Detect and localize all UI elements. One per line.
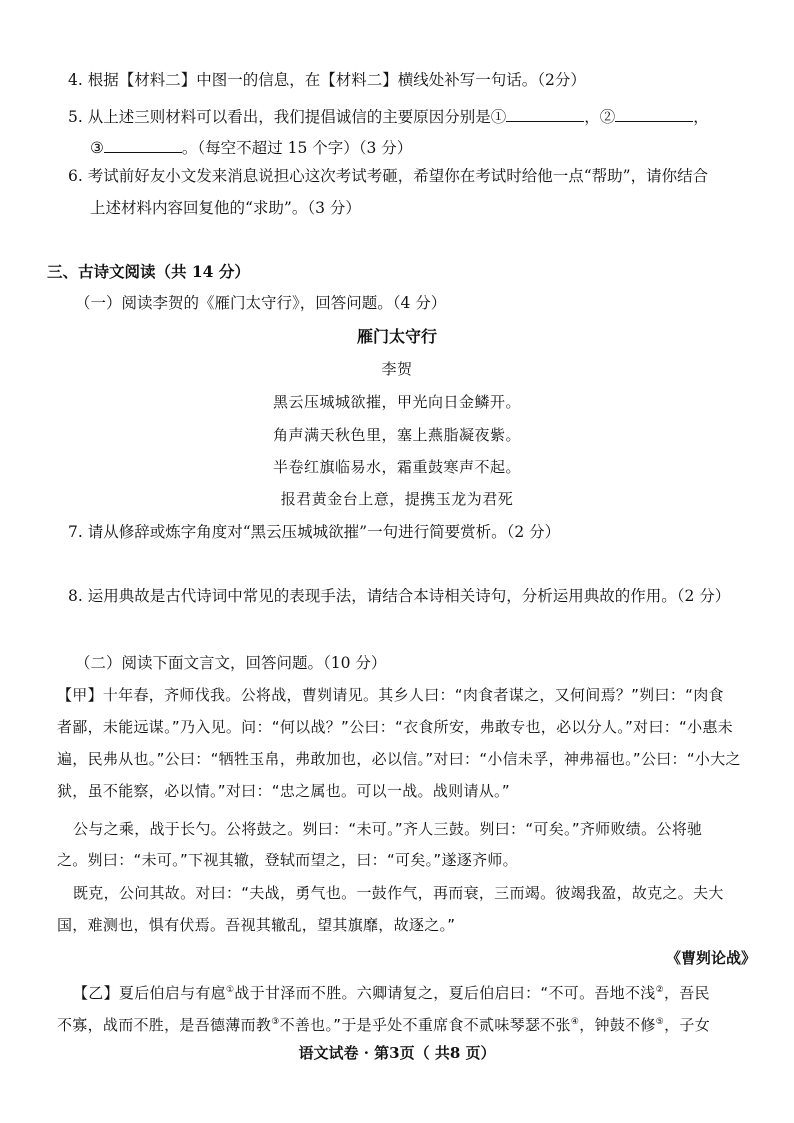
question-5-line-2: ③ 。（每空不超过 15 个字）（3 分）	[90, 139, 413, 157]
question-5-text: 5. 从上述三则材料可以看出，我们提倡诚信的主要原因分别是①	[68, 108, 507, 126]
question-8: 8. 运用典故是古代诗词中常见的表现手法，请结合本诗相关诗句，分析运用典故的作用。（2 分）	[68, 587, 731, 605]
poem-line: 黑云压城城欲摧，甲光向日金鳞开。	[272, 393, 521, 411]
footnote-marker: ⑤	[655, 1017, 665, 1027]
passage-jia-line: 狱，虽不能察，必以情。”对曰：“忠之属也。可以一战。战则请从。”	[57, 782, 510, 800]
answer-blank-3[interactable]	[104, 138, 182, 153]
passage-jia-line: 之。刿曰：“未可。”下视其辙，登轼而望之，曰：“可矣。”遂逐齐师。	[57, 851, 518, 869]
question-5-line-1: 5. 从上述三则材料可以看出，我们提倡诚信的主要原因分别是① ，② ，	[68, 108, 709, 126]
poem-line: 半卷红旗临易水，霜重鼓寒声不起。	[272, 458, 521, 476]
question-7: 7. 请从修辞或炼字角度对“黑云压城城欲摧”一句进行简要赏析。（2 分）	[68, 523, 561, 541]
passage-jia-line: 者鄙，未能远谋。”乃入见。问：“何以战？”公曰：“衣食所安，弗敢专也，必以分人。”对曰：“小惠未	[57, 718, 734, 736]
passage-jia-line: 遍，民弗从也。”公曰：“牺牲玉帛，弗敢加也，必以信。”对曰：“小信未孚，神弗福也。”公曰：“小大之	[57, 750, 741, 768]
passage-yi-line-2: 不寡，战而不胜，是吾德薄而教③不善也。”于是乎处不重席食不贰味琴瑟不张④，钟鼓不修⑤，子女	[57, 1016, 711, 1034]
passage-yi-line-1: 【乙】夏后伯启与有扈①战于甘泽而不胜。六卿请复之，夏后伯启曰：“不可。吾地不浅②，吾民	[73, 984, 710, 1002]
section-3-heading: 三、古诗文阅读（共 14 分）	[47, 262, 250, 281]
poem-author: 李贺	[381, 360, 413, 378]
footnote-marker: ②	[655, 985, 664, 995]
question-6-line-2: 上述材料内容回复他的“求助”。（3 分）	[90, 199, 361, 217]
question-6-line-1: 6. 考试前好友小文发来消息说担心这次考试考砸，希望你在考试时给他一点“帮助”，请你结合	[68, 167, 709, 185]
footnote-marker: ③	[271, 1017, 280, 1027]
passage-jia-line: 既克，公问其故。对曰：“夫战，勇气也。一鼓作气，再而衰，三而竭。彼竭我盈，故克之。夫大	[73, 884, 724, 902]
footnote-marker: ④	[570, 1017, 580, 1027]
passage-jia-line: 【甲】十年春，齐师伐我。公将战，曹刿请见。其乡人曰：“肉食者谋之，又何间焉？”刿曰：“肉食	[57, 686, 724, 704]
answer-blank-2[interactable]	[615, 107, 693, 122]
poem-line: 角声满天秋色里，塞上燕脂凝夜紫。	[272, 426, 521, 444]
part-2-intro: （二）阅读下面文言文，回答问题。（10 分）	[75, 654, 387, 672]
footnote-marker: ①	[226, 985, 235, 995]
poem-line: 报君黄金台上意，提携玉龙为君死	[280, 490, 514, 508]
passage-jia-line: 公与之乘，战于长勺。公将鼓之。刿曰：“未可。”齐人三鼓。刿曰：“可矣。”齐师败绩。公将驰	[73, 820, 703, 838]
question-4: 4. 根据【材料二】中图一的信息，在【材料二】横线处补写一句话。（2分）	[68, 71, 586, 89]
page-footer: 语文试卷 · 第3页（ 共8 页）	[298, 1044, 496, 1062]
poem-title: 雁门太守行	[356, 327, 437, 346]
part-1-intro: （一）阅读李贺的《雁门太守行》，回答问题。（4 分）	[75, 294, 447, 312]
passage-jia-line: 国，难测也，惧有伏焉。吾视其辙乱，望其旗靡，故逐之。”	[57, 916, 456, 934]
answer-blank-1[interactable]	[506, 107, 584, 122]
passage-source: 《曹刿论战》	[665, 949, 756, 967]
